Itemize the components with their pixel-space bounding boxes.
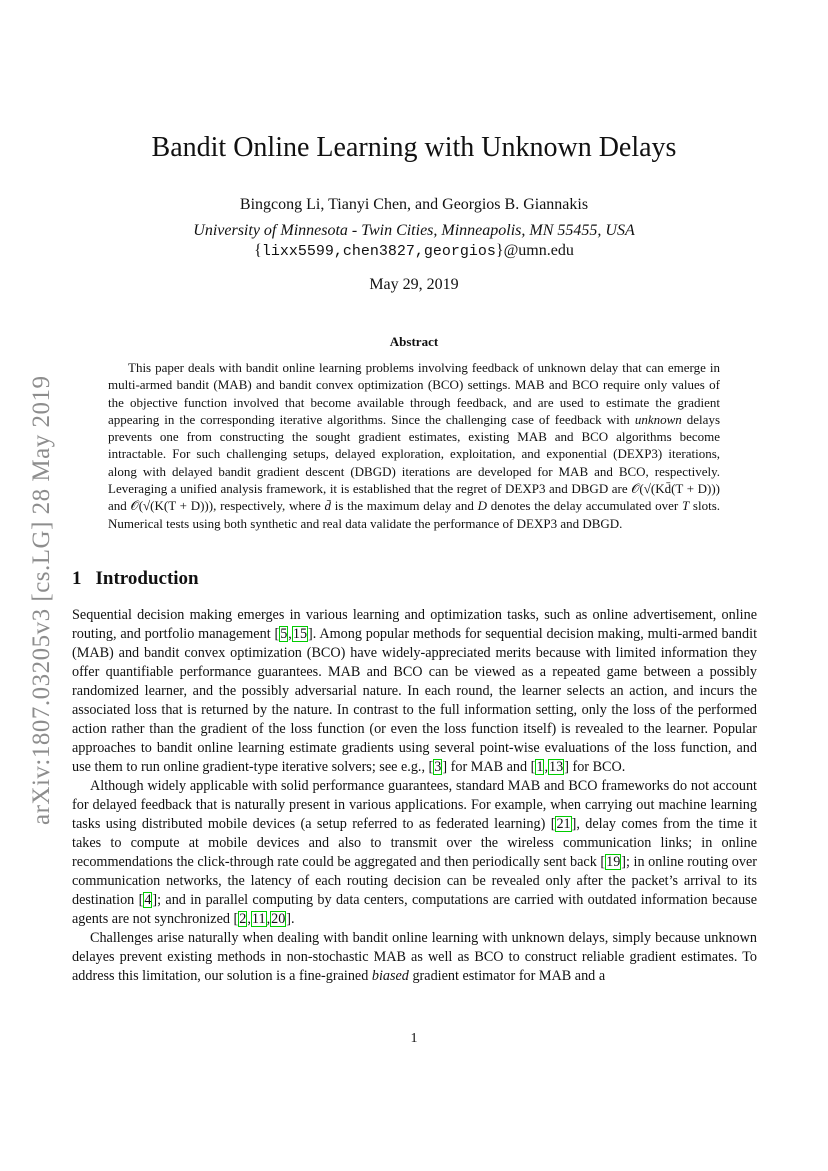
citation-link[interactable]: 15 — [292, 626, 308, 642]
section-heading-introduction: 1 Introduction — [72, 568, 199, 589]
abstract-text: This paper deals with bandit online learning problems involving feedback of unknown delay that can emerge in multi-armed bandit (MAB) and bandit convex optimization (BCO) settings. MAB and BCO require only values of the objective function involved that become available through feedback, and are used to estimate the gradient appearing in the corresponding iterative algorithms. Since the challenging case of feedback with unknown delays prevents one from constructing the sought gradient estimates, existing MAB and BCO algorithms become intractable. For such challenging setups, delayed exploration, exploitation, and exponential (DEXP3) iterations, along with delayed bandit gradient descent (DBGD) iterations are developed for MAB and BCO, respectively. Leveraging a unified analysis framework, it is established that the regret of DEXP3 and DBGD are 𝒪(√(Kd̄(T + D))) and 𝒪(√(K(T + D))), respectively, where d̄ is the maximum delay and D denotes the delay accumulated over T slots. Numerical tests using both synthetic and real data validate the performance of DEXP3 and DBGD. — [108, 360, 721, 531]
affiliation: University of Minnesota - Twin Cities, Minneapolis, MN 55455, USA — [193, 222, 635, 239]
arxiv-identifier: arXiv:1807.03205v3 [cs.LG] 28 May 2019 — [28, 375, 55, 825]
citation-link[interactable]: 5 — [280, 626, 288, 642]
paper-title: Bandit Online Learning with Unknown Delays — [151, 132, 677, 163]
introduction-body — [72, 606, 757, 986]
citation-link[interactable]: 2 — [239, 911, 247, 927]
citation-link[interactable]: 1 — [536, 759, 544, 775]
citation-link[interactable]: 20 — [271, 911, 286, 927]
citation-link[interactable]: 21 — [556, 816, 571, 832]
regret-bound-dexp3: 𝒪(√(Kd̄(T + D))) — [631, 481, 720, 497]
paragraph: Challenges arise naturally when dealing with bandit online learning with unknown delays, simply because unknown delayes prevent existing methods in non-stochastic MAB as well as BCO to construct reliable gradient estimates. To address this limitation, our solution is a fine-grained biased gradient estimator for MAB and a — [72, 930, 757, 984]
citation-link[interactable]: 4 — [144, 892, 152, 908]
paragraph: Although widely applicable with solid performance guarantees, standard MAB and BCO frameworks do not account for delayed feedback that is naturally present in various applications. For example, when carrying out machine learning tasks using distributed mobile devices (a setup referred to as federated learning) [21], delay comes from the time it takes to compute at mobile devices and also to transmit over the wireless communication links; in online recommendations the click-through rate could be aggregated and then periodically sent back [19]; in online routing over communication networks, the latency of each routing decision can be revealed only after the packet’s arrival to its destination [4]; and in parallel computing by data centers, computations are carried with outdated information because agents are not synchronized [2,11,20]. — [72, 778, 758, 927]
citation-link[interactable]: 19 — [606, 854, 621, 870]
paragraph: Sequential decision making emerges in various learning and optimization tasks, such as online advertisement, online routing, and portfolio management [5,15]. Among popular methods for sequential decision making, multi-armed bandit (MAB) and bandit convex optimization (BCO) have widely-appreciated merits because with limited information they offer quantifiable performance guarantees. MAB and BCO can be viewed as a repeated game between a possibly randomized learner, and the possibly adversarial nature. In each round, the learner selects an action, and incurs the associated loss that is returned by the nature. In contrast to the full information setting, only the loss of the performed action rather than the gradient of the loss function (or even the loss function itself) is revealed to the learner. Popular approaches to bandit online learning estimate gradients using several point-wise evaluations of the loss function, and use them to run online gradient-type iterative solvers; see e.g., [3] for MAB and [1,13] for BCO. — [72, 607, 758, 775]
citation-link[interactable]: 11 — [251, 911, 266, 927]
regret-bound-dbgd: 𝒪(√(K(T + D))) — [130, 498, 214, 514]
citation-link[interactable]: 3 — [434, 759, 442, 775]
citation-link[interactable]: 13 — [549, 759, 564, 775]
author-list: Bingcong Li, Tianyi Chen, and Georgios B. Giannakis — [239, 196, 589, 213]
abstract-heading: Abstract — [389, 334, 439, 349]
email-addresses: {lixx5599,chen3827,georgios}@umn.edu — [254, 242, 574, 260]
publication-date: May 29, 2019 — [369, 276, 459, 293]
page-number: 1 — [410, 1031, 418, 1046]
